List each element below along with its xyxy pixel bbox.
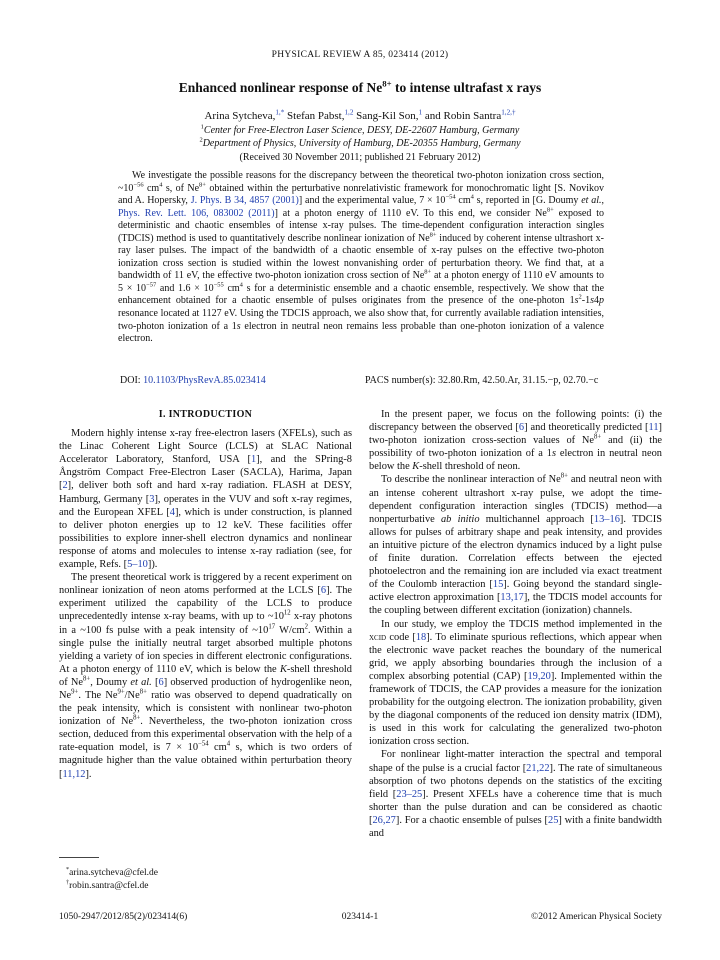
abstract: We investigate the possible reasons for the discrepancy between the theoretical two-photon ionization cross section, $\sim 10^{-56}$ $cm^4$ s, of $Ne^{8+}$ obtained within the perturbative nonrelativistic framework for monochromatic light [S. Novikov and A. Hopersky, J. Phys. B 34, 4857 (2001)] and the experimental value, $7 \times 10^{-54}$ $cm^4$ s, reported in [G. Doumy et al., Phys. Rev. Lett. 106, 083002 (2011)] at a photon energy of 1110 eV. To this end, we consider $Ne^{8+}$ exposed to deterministic and chaotic ensembles of intense x-ray pulses. The time-dependent configuration interaction singles (TDCIS) method is used to quantitatively describe nonlinear ionization of $Ne^{8+}$ induced by coherent intense ultrashort x-ray laser pulses. The impact of the bandwidth of a chaotic ensemble of x-ray pulses on the effective two-photon ionization cross section is studied within the lowest nonvanishing order of perturbation theory. We find that, at a bandwidth of 11 eV, the effective two-photon ionization cross section of $Ne^{8+}$ at a photon energy of 1110 eV amounts to $5 \times 10^{-57}$ and $1.6 \times 10^{-55}$ $cm^4$ s for a deterministic ensemble and a chaotic ensemble, respectively. We show that the enhancement obtained for a chaotic ensemble of pulses originates from the presence of the one-photon $1s^2-1s4p$ resonance located at 1127 eV. Using the TDCIS approach, we also show that, for currently available radiation intensities, two-photon ionization of a 1s electron in neutral neon remains less probable than one-photon ionization of a valence electron. <box>118 170 605 345</box>
ref-link[interactable]: 26,27 <box>372 814 396 826</box>
ref-link[interactable]: 11,12 <box>62 768 86 780</box>
ref-link[interactable]: 4 <box>169 506 175 518</box>
ref-link[interactable]: 18 <box>415 631 427 643</box>
footnote-email: *arina.sytcheva@cfel.de <box>66 866 159 878</box>
footer-copyright: ©2012 American Physical Society <box>531 912 662 922</box>
author-name: Sang-Kil Son, <box>353 110 419 122</box>
affiliation-2: $^2$Department of Physics, University of Hamburg, DE-20355 Hamburg, Germany <box>199 136 521 149</box>
footnote-rule <box>59 857 99 858</box>
ref-link[interactable]: 2 <box>62 480 68 492</box>
author-name: and Robin Santra <box>422 110 502 122</box>
affiliation-1: $^1$Center for Free-Electron Laser Science, DESY, DE-22607 Hamburg, Germany <box>200 123 520 136</box>
author-list <box>0 110 720 122</box>
footnote-email: †robin.santra@cfel.de <box>66 879 149 891</box>
ref-link[interactable]: 15 <box>492 579 504 591</box>
ref-link[interactable]: 21,22 <box>526 762 550 774</box>
paragraph: For nonlinear light-matter interaction the spectral and temporal shape of the pulse is a crucial factor [21,22]. The rate of simultaneous absorption of two photons depends on the statistics of the exciting field [23–25]. Present XFELs have a coherence time that is much shorter than the pulse duration and can be considered as chaotic [26,27]. For a chaotic ensemble of pulses [25] with a finite bandwidth and <box>369 749 662 839</box>
paragraph: Modern highly intense x-ray free-electron lasers (XFELs), such as the Linac Coherent Light Source (LCLS) at SLAC National Accelerator Laboratory, Stanford, USA [1], and the SPring-8 Ångström Compact Free-Electron Laser (SACLA), Harima, Japan [2], deliver both soft and hard x-ray radiation. FLASH at DESY, Hamburg, Germany [3], operates in the VUV and soft x-ray regimes, and the European XFEL [4], which is under construction, is planned to deliver photon energies up to 12 keV. These facilities offer possibilities to explore inner-shell electron dynamics and nonlinear response of atoms and molecules to intense x-ray radiation (see, for example, Refs. [5–10]). <box>59 428 353 571</box>
ref-link[interactable]: 3 <box>149 493 155 505</box>
author-name: Arina Sytcheva, <box>204 110 276 122</box>
affiliation-mark[interactable]: 1,2,† <box>501 108 516 117</box>
paragraph: The present theoretical work is triggered by a recent experiment on nonlinear ionization of neon atoms performed at the LCLS [6]. The experiment utilized the capability of the LCLS to produce unprecedentedly intense x-ray beams, with up to $\sim 10^{12}$ x-ray photons in a ~100 fs pulse with a peak intensity of $\sim 10^{17}$ $W/cm^2$. Within a single pulse the initially neutral target absorbed multiple photons yielding a variety of ion species in different electronic configurations. At a photon energy of 1110 eV, which is below the K-shell threshold of $Ne^{8+}$, Doumy et al. [6] observed production of hydrogenlike neon, $Ne^{9+}$. The $Ne^{9+}/Ne^{8+}$ ratio was observed to depend quadratically on the peak intensity, which is consistent with nonlinear two-photon ionization of $Ne^{8+}$. Nevertheless, the two-photon ionization cross section, deduced from this experimental observation with the help of a rate-equation model, is $7 \times 10^{-54}$ $cm^4$ s, which is two orders of magnitude higher than the value obtained within perturbation theory [11,12]. <box>59 572 353 780</box>
footer-issn: 1050-2947/2012/85(2)/023414(6) <box>59 912 188 922</box>
paragraph: In our study, we employ the TDCIS method implemented in the xcid code [18]. To eliminate spurious reflections, which appear when the electronic wave packet reaches the boundary of the numerical grid, we apply absorbing boundaries through the inclusion of a complex absorbing potential (CAP) [19,20]. Implemented within the framework of TDCIS, the CAP provides a measure for the ionization probability for the outgoing electron. The ionization probability, given by the diagonal components of the reduced ion density matrix (IDM), is used in this work for calculating the generalized two-photon ionization cross section. <box>369 618 662 748</box>
running-header: PHYSICAL REVIEW A 85, 023414 (2012) <box>271 50 449 60</box>
ref-link[interactable]: 13,17 <box>500 592 524 604</box>
section-heading: I. INTRODUCTION <box>158 409 253 420</box>
doi-pacs-row: DOI: 10.1103/PhysRevA.85.023414 PACS number(s): 32.80.Rm, 42.50.Ar, 31.15.−p, 02.70.−c <box>120 375 599 386</box>
received-dates: (Received 30 November 2011; published 21 February 2012) <box>239 152 481 163</box>
pacs-numbers: PACS number(s): 32.80.Rm, 42.50.Ar, 31.15.−p, 02.70.−c <box>365 375 599 386</box>
ref-link[interactable]: 11 <box>648 422 659 434</box>
affiliation-mark[interactable]: 1,* <box>275 108 285 117</box>
ref-link[interactable]: 5–10 <box>127 559 148 571</box>
ref-link[interactable]: 19,20 <box>527 670 551 682</box>
affiliation-mark[interactable]: 1,2 <box>344 108 354 117</box>
affiliation-mark[interactable]: 1 <box>418 108 423 117</box>
paragraph: To describe the nonlinear interaction of $Ne^{8+}$ and neutral neon with an intense coherent ultrashort x-ray pulse, we adopt the time-dependent configuration interaction singles (TDCIS) method—a nonperturbative ab initio multichannel approach [13–16]. TDCIS allows for pulses of arbitrary shape and peak intensity, and provides an intuitive picture of the electron dynamics induced by a light pulse of finite duration. Correlation effects between the ejected photoelectron and the remaining ion are included via exact treatment of the Coulomb interaction [15]. Going beyond the standard single-active electron approximation [13,17], the TDCIS model accounts for the coupling between different excitation (ionization) channels. <box>369 473 662 617</box>
ref-link[interactable]: 25 <box>548 814 559 826</box>
ref-link[interactable]: 6 <box>518 422 525 434</box>
ref-link[interactable]: 6 <box>320 585 327 597</box>
citation-link[interactable]: J. Phys. B 34, 4857 (2001) <box>190 195 299 207</box>
right-column <box>369 408 662 840</box>
paragraph: In the present paper, we focus on the following points: (i) the discrepancy between the observed [6] and theoretically predicted [11] two-photon ionization cross-section values of $Ne^{8+}$ and (ii) the possibility of two-photon ionization of a 1s electron in neutral neon below the K-shell threshold of neon. <box>369 409 663 473</box>
author-name: Stefan Pabst, <box>284 110 345 122</box>
ref-link[interactable]: 23–25 <box>396 788 423 800</box>
ref-link[interactable]: 1 <box>251 454 257 466</box>
ref-link[interactable]: 13–16 <box>593 513 620 525</box>
citation-link[interactable]: Phys. Rev. Lett. 106, 083002 (2011) <box>118 207 275 219</box>
doi-link[interactable]: 10.1103/PhysRevA.85.023414 <box>143 375 266 386</box>
paper-title: Enhanced nonlinear response of $Ne^{8+}$ to intense ultrafast x rays <box>178 78 542 95</box>
ref-link[interactable]: 6 <box>158 676 164 688</box>
footer-page-number: 023414-1 <box>341 912 379 922</box>
left-column <box>59 408 352 781</box>
